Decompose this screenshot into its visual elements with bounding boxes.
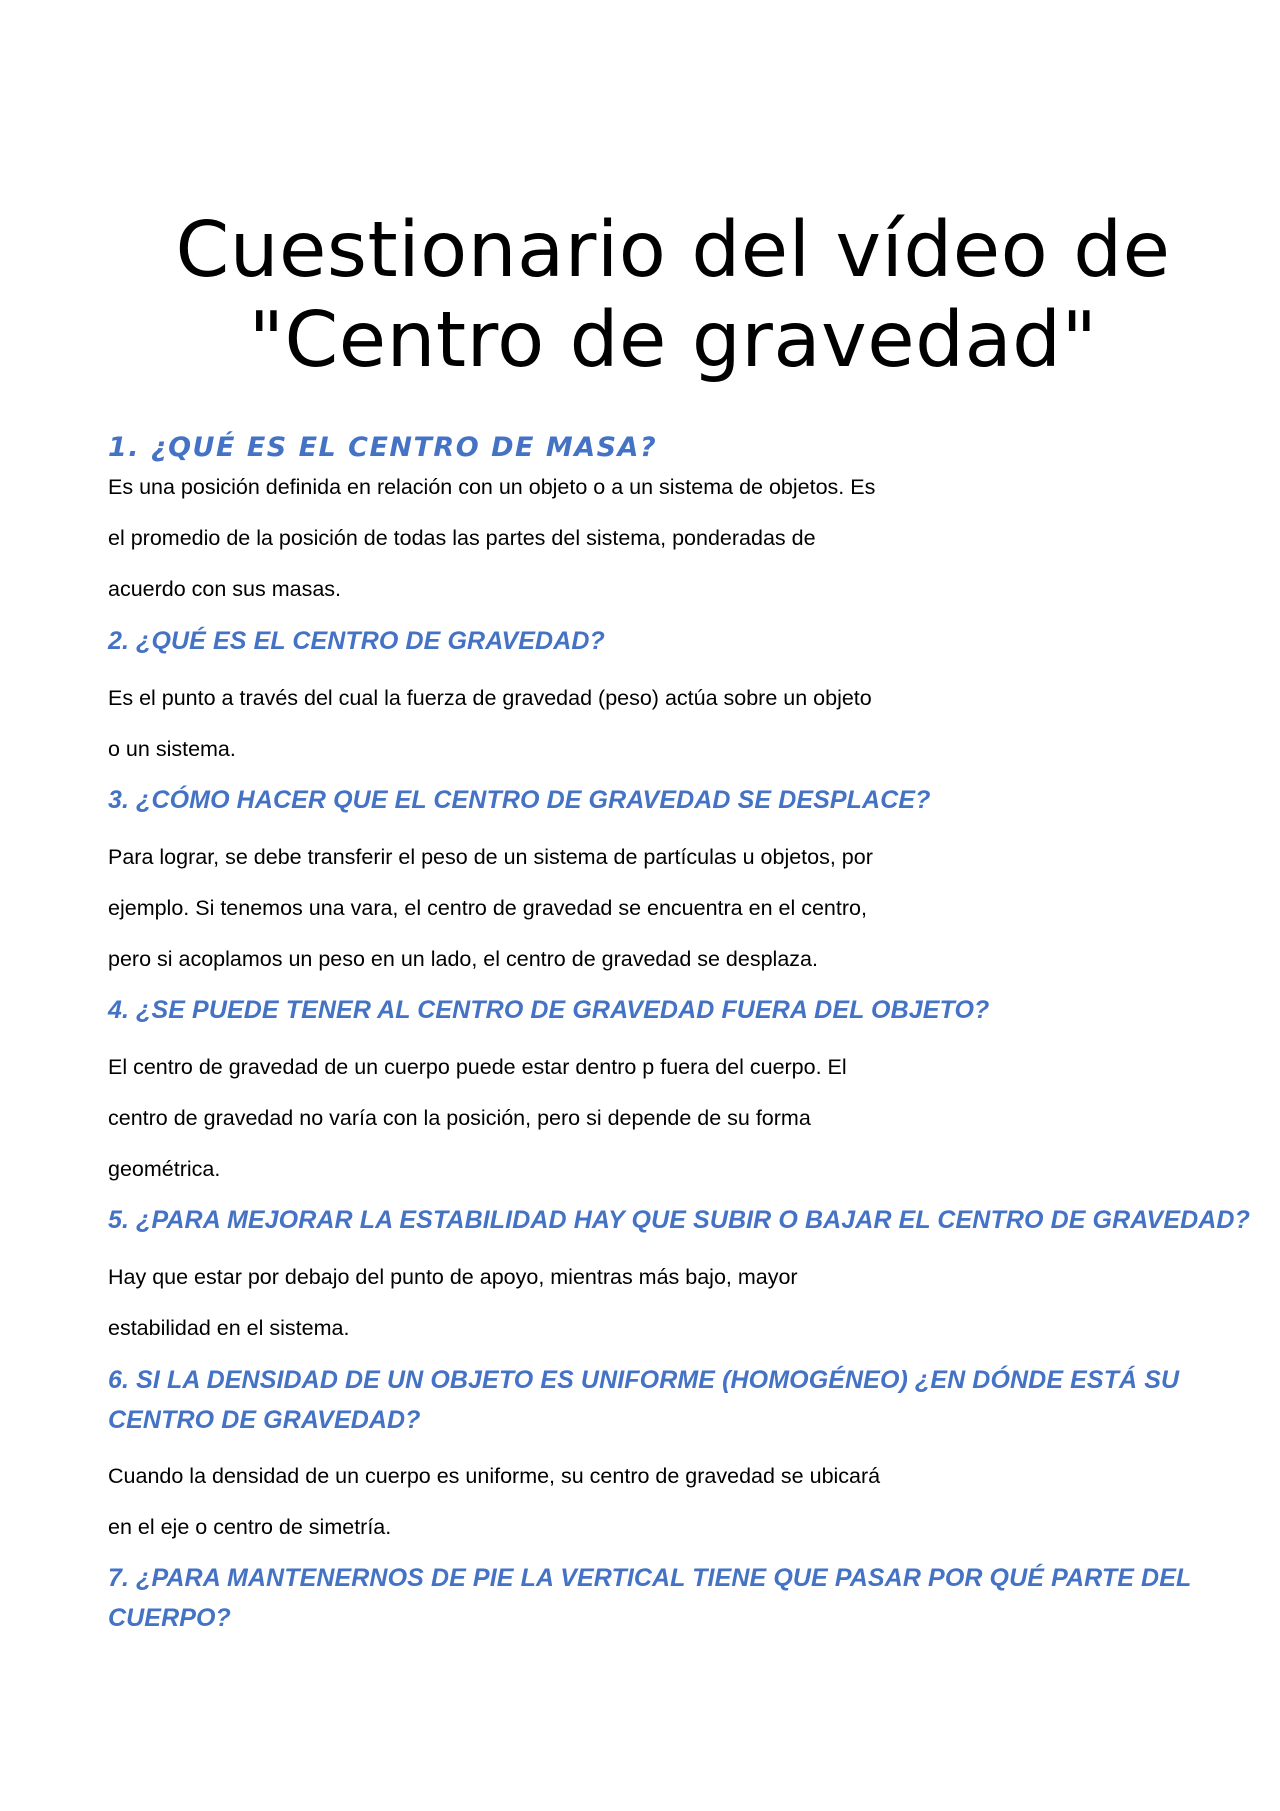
question-6-line-1: 6. SI LA DENSIDAD DE UN OBJETO ES UNIFORME (HOMOGÉNEO) ¿EN DÓNDE ESTÁ SU (108, 1366, 1180, 1394)
answer-3-line-1: Para lograr, se debe transferir el peso de un sistema de partículas u objetos, por (108, 845, 873, 869)
answer-4-line-2: centro de gravedad no varía con la posición, pero si depende de su forma (108, 1106, 811, 1130)
question-6-heading (108, 1360, 1258, 1440)
question-2-heading: 2. ¿QUÉ ES EL CENTRO DE GRAVEDAD? (108, 627, 605, 655)
answer-1-line-1: Es una posición definida en relación con un objeto o a un sistema de objetos. Es (108, 475, 876, 499)
answer-5 (108, 1252, 1008, 1354)
answer-2-line-2: o un sistema. (108, 737, 236, 761)
answer-2 (108, 673, 1008, 775)
answer-3-line-2: ejemplo. Si tenemos una vara, el centro de gravedad se encuentra en el centro, (108, 896, 867, 920)
answer-5-line-2: estabilidad en el sistema. (108, 1316, 350, 1340)
title-line-1: Cuestionario del vídeo de (175, 206, 1171, 295)
question-1-heading: 1. ¿QUÉ ES EL CENTRO DE MASA? (108, 432, 658, 463)
question-3-heading: 3. ¿CÓMO HACER QUE EL CENTRO DE GRAVEDAD SE DESPLACE? (108, 786, 931, 814)
title-line-2: "Centro de gravedad" (248, 296, 1098, 385)
answer-6 (108, 1451, 1008, 1553)
question-4-heading: 4. ¿SE PUEDE TENER AL CENTRO DE GRAVEDAD FUERA DEL OBJETO? (108, 996, 990, 1024)
document-title (108, 206, 1238, 386)
answer-3 (108, 832, 1008, 985)
question-7-heading (108, 1558, 1258, 1638)
answer-5-line-1: Hay que estar por debajo del punto de apoyo, mientras más bajo, mayor (108, 1265, 798, 1289)
answer-1 (108, 462, 1008, 615)
answer-1-line-2: el promedio de la posición de todas las partes del sistema, ponderadas de (108, 526, 816, 550)
question-6-line-2: CENTRO DE GRAVEDAD? (108, 1406, 421, 1434)
answer-4-line-3: geométrica. (108, 1157, 221, 1181)
answer-4-line-1: El centro de gravedad de un cuerpo puede estar dentro p fuera del cuerpo. El (108, 1055, 847, 1079)
answer-6-line-2: en el eje o centro de simetría. (108, 1515, 392, 1539)
answer-4 (108, 1042, 1008, 1195)
answer-2-line-1: Es el punto a través del cual la fuerza de gravedad (peso) actúa sobre un objeto (108, 686, 872, 710)
question-5-heading: 5. ¿PARA MEJORAR LA ESTABILIDAD HAY QUE SUBIR O BAJAR EL CENTRO DE GRAVEDAD? (108, 1206, 1250, 1234)
question-7-line-1: 7. ¿PARA MANTENERNOS DE PIE LA VERTICAL TIENE QUE PASAR POR QUÉ PARTE DEL (108, 1564, 1192, 1592)
question-7-line-2: CUERPO? (108, 1604, 231, 1632)
answer-3-line-3: pero si acoplamos un peso en un lado, el centro de gravedad se desplaza. (108, 947, 818, 971)
answer-1-line-3: acuerdo con sus masas. (108, 577, 342, 601)
answer-6-line-1: Cuando la densidad de un cuerpo es uniforme, su centro de gravedad se ubicará (108, 1464, 881, 1488)
